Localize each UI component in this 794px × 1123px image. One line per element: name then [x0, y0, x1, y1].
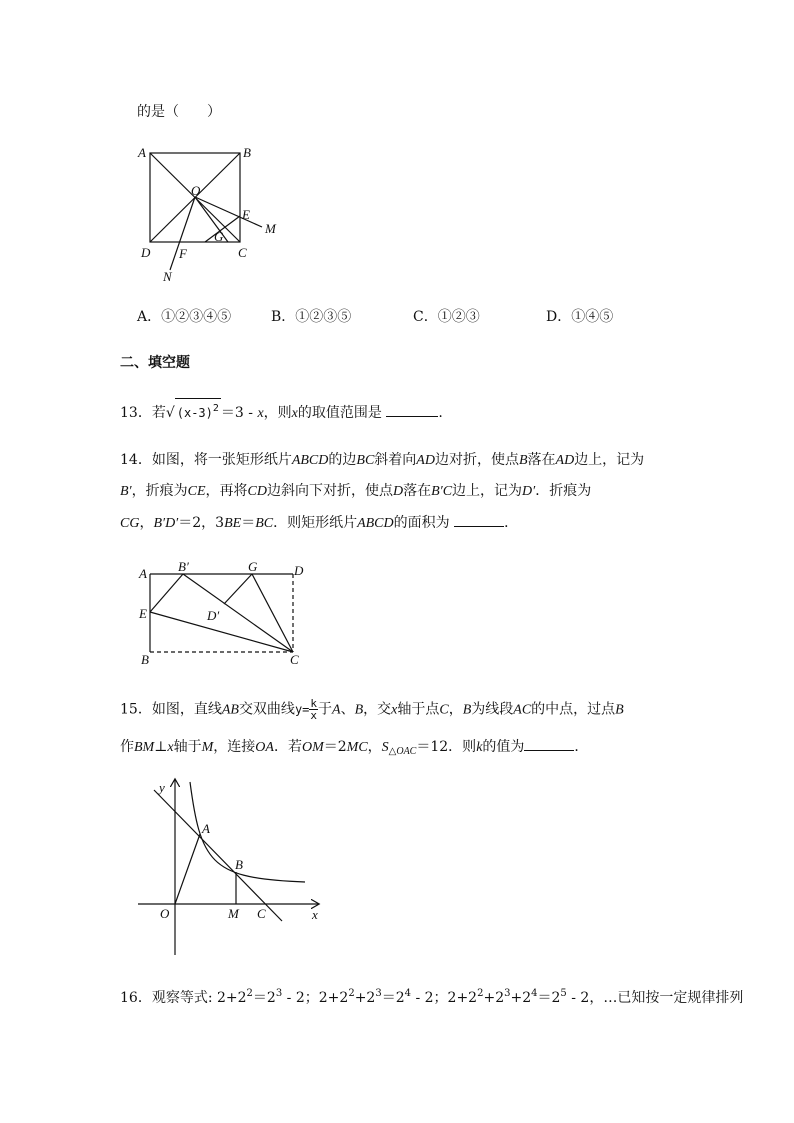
choice-b[interactable]: B．①②③⑤ [271, 309, 352, 325]
question-14-line-1: 14．如图，将一张矩形纸片ABCD的边BC斜着向AD边对折，使点B落在AD边上，记为 [120, 452, 645, 468]
label-N: N [163, 269, 172, 284]
label-B: B [141, 652, 149, 667]
question-15-line-1: 15．如图，直线AB交双曲线y= $\frac{k}{x}$ 于A、B，交x轴于点C，B为线段AC的中点，过点B [120, 697, 624, 722]
label-x: x [312, 907, 318, 922]
segment-oa [175, 834, 200, 904]
question-16: 16．观察等式: $2+2^2=2^3 - 2$；$2+2^2+2^3=2^4 - 2$；$2+2^2+2^3+2^4=2^5 - 2$，…已知按一定规律排列 [120, 988, 744, 1006]
label-A: A [139, 566, 147, 581]
label-B: B [243, 145, 251, 160]
label-M: M [265, 221, 276, 236]
choice-c[interactable]: C．①②③ [413, 309, 480, 325]
label-E: E [139, 606, 147, 621]
fraction-k-over-x: $\frac{k}{x}$ [310, 697, 318, 722]
label-C: C [290, 652, 299, 667]
label-G: G [248, 559, 258, 574]
label-O: O [191, 183, 201, 198]
section-heading: 二、填空题 [120, 355, 190, 371]
choice-a[interactable]: A．①②③④⑤ [137, 309, 232, 325]
label-A: A [202, 821, 210, 836]
label-D: D [141, 245, 151, 260]
sqrt-expression: √ $(x-3)^2$ [166, 398, 221, 423]
label-y: y [159, 780, 165, 795]
line-ac [154, 790, 282, 921]
choice-d[interactable]: D．①④⑤ [546, 309, 614, 325]
label-C: C [257, 906, 266, 921]
question-13: 13．若√ $(x-3)^2 =3 - x$，则x的取值范围是 . [120, 398, 443, 424]
label-B-prime: B′ [178, 559, 189, 574]
label-D: D [294, 563, 304, 578]
question-14-line-2: B′，折痕为CE，再将CD边斜向下对折，使点D落在B′C边上，记为D′．折痕为 [120, 483, 592, 499]
label-E: E [242, 207, 250, 222]
label-G: G [214, 229, 224, 244]
label-F: F [179, 246, 187, 261]
question-14-line-3: CG，B′D′＝2，3BE＝BC．则矩形纸片ABCD的面积为 ． [120, 512, 518, 534]
label-C: C [238, 245, 247, 260]
label-A: A [138, 145, 146, 160]
question-15-line-2: 作BM⊥x轴于M，连接OA．若OM＝2MC，$S_{\triangle OAC}=12$．则k的值为 ． [120, 736, 588, 762]
label-O: O [160, 906, 170, 921]
label-M: M [228, 906, 239, 921]
label-D-prime: D′ [207, 608, 220, 623]
q12-prompt-tail: 的是（ ） [137, 104, 221, 120]
label-B: B [235, 857, 243, 872]
